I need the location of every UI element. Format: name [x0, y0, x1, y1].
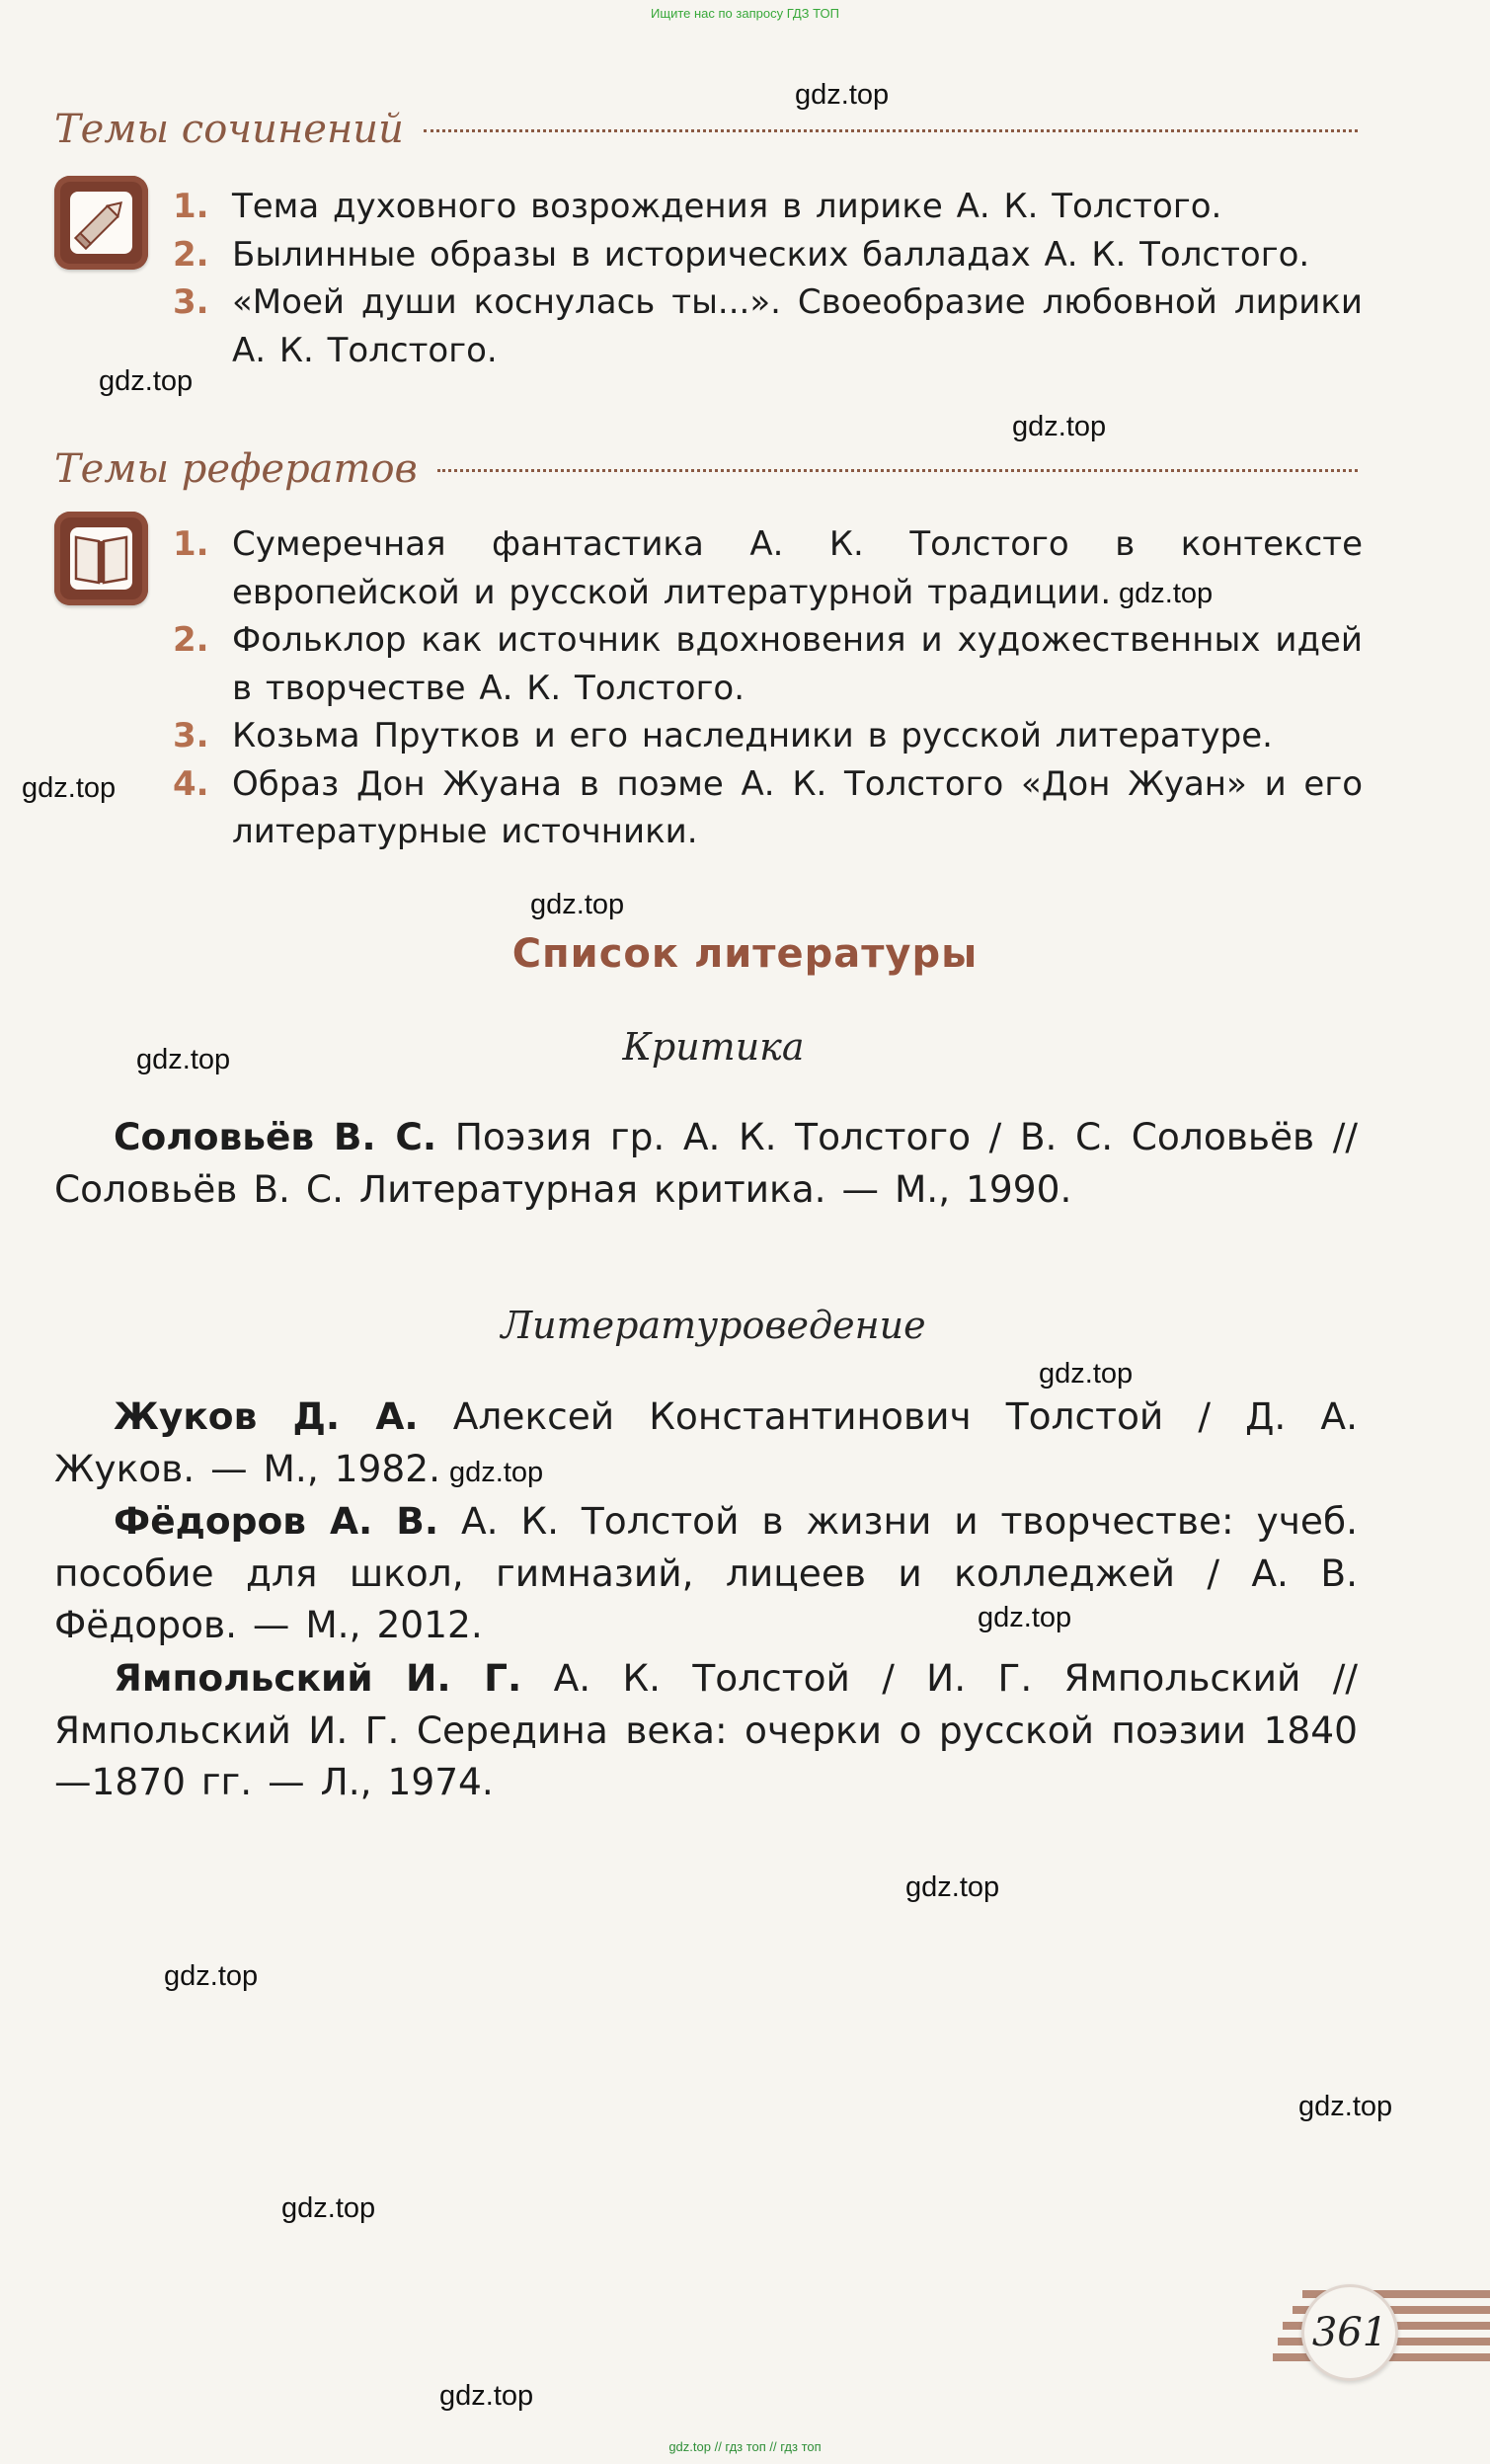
item-text: Былинные образы в исторических балладах А. К. Толстого. [232, 234, 1310, 275]
top-banner: Ищите нас по запросу ГДЗ ТОП [651, 6, 839, 21]
watermark: gdz.top [905, 1871, 1000, 1903]
reports-list [173, 520, 1363, 856]
item-number: 2. [173, 234, 209, 275]
watermark: gdz.top [136, 1044, 231, 1075]
list-item [173, 760, 1363, 856]
page-number-badge [1254, 2276, 1490, 2385]
bibliography-entry [54, 1391, 1358, 1494]
watermark: gdz.top [978, 1602, 1072, 1633]
watermark: gdz.top [281, 2192, 376, 2224]
item-text: Козьма Прутков и его наследники в русской литературе. [232, 716, 1273, 755]
item-number: 1. [173, 187, 209, 226]
item-text: Сумеречная фантастика А. К. Толстого в контексте европейской и русской литературной традиции. [232, 524, 1363, 612]
watermark: gdz.top [439, 2380, 534, 2412]
entry-author: Жуков Д. А. [114, 1394, 419, 1438]
watermark: gdz.top [164, 1960, 259, 1992]
entry-author: Фёдоров А. В. [114, 1499, 439, 1543]
entry-text: Поэзия гр. А. К. Толстого / В. С. Соловьёв // Соловьёв В. С. Литературная критика. — М., 1990. [54, 1115, 1358, 1211]
item-text: Фольклор как источник вдохновения и художественных идей в творчестве А. К. Толстого. [232, 620, 1363, 708]
watermark: gdz.top [795, 79, 890, 111]
list-item [173, 278, 1363, 374]
reports-heading [54, 446, 1358, 492]
watermark: gdz.top [22, 772, 117, 804]
essays-list [173, 183, 1363, 374]
watermark: gdz.top [1119, 578, 1214, 609]
watermark: gdz.top [1012, 411, 1107, 442]
item-text: Образ Дон Жуана в поэме А. К. Толстого «Дон Жуан» и его литературные источники. [232, 763, 1363, 851]
item-number: 1. [173, 524, 209, 564]
literature-title: Список литературы [511, 931, 979, 977]
watermark: gdz.top [1039, 1358, 1134, 1390]
list-item [173, 231, 1363, 279]
reports-heading-label: Темы рефератов [54, 446, 418, 492]
item-text: «Моей души коснулась ты...». Своеобразие любовной лирики А. К. Толстого. [232, 282, 1363, 370]
essays-heading [54, 107, 1358, 152]
entry-text: Алексей Константинович Толстой / Д. А. Жуков. — М., 1982. [54, 1394, 1358, 1490]
book-icon [54, 512, 148, 605]
entry-text: А. К. Толстой / И. Г. Ямпольский // Ямпольский И. Г. Середина века: очерки о русской поэзии 1840—1870 гг. — Л., 1974. [54, 1656, 1359, 1803]
bibliography-entry [54, 1652, 1358, 1808]
bibliography-entry [54, 1111, 1358, 1215]
watermark: gdz.top [99, 365, 194, 397]
list-item [173, 712, 1363, 760]
item-number: 3. [173, 282, 209, 322]
watermark: gdz.top [1298, 2091, 1393, 2122]
bottom-banner: gdz.top // гдз топ // гдз топ [668, 2439, 822, 2454]
heading-dots [437, 469, 1358, 472]
item-number: 4. [173, 763, 209, 804]
entry-author: Ямпольский И. Г. [114, 1656, 522, 1700]
page-number: 361 [1301, 2284, 1398, 2381]
list-item [173, 616, 1363, 712]
list-item [173, 183, 1363, 231]
heading-dots [424, 129, 1358, 132]
entry-author: Соловьёв В. С. [114, 1115, 437, 1158]
watermark: gdz.top [449, 1457, 544, 1488]
watermark: gdz.top [530, 889, 625, 920]
essays-heading-label: Темы сочинений [54, 107, 404, 152]
studies-heading: Литературоведение [501, 1304, 926, 1347]
item-text: Тема духовного возрождения в лирике А. К. Толстого. [232, 187, 1222, 226]
item-number: 2. [173, 620, 209, 660]
criticism-heading: Критика [622, 1025, 805, 1069]
bibliography-entry [54, 1495, 1358, 1651]
item-number: 3. [173, 716, 209, 755]
entry-text: А. К. Толстой в жизни и творчестве: учеб. пособие для школ, гимназий, лицеев и колледжей / А. В. Фёдоров. — М., 2012. [54, 1499, 1358, 1646]
pencil-icon [54, 176, 148, 270]
